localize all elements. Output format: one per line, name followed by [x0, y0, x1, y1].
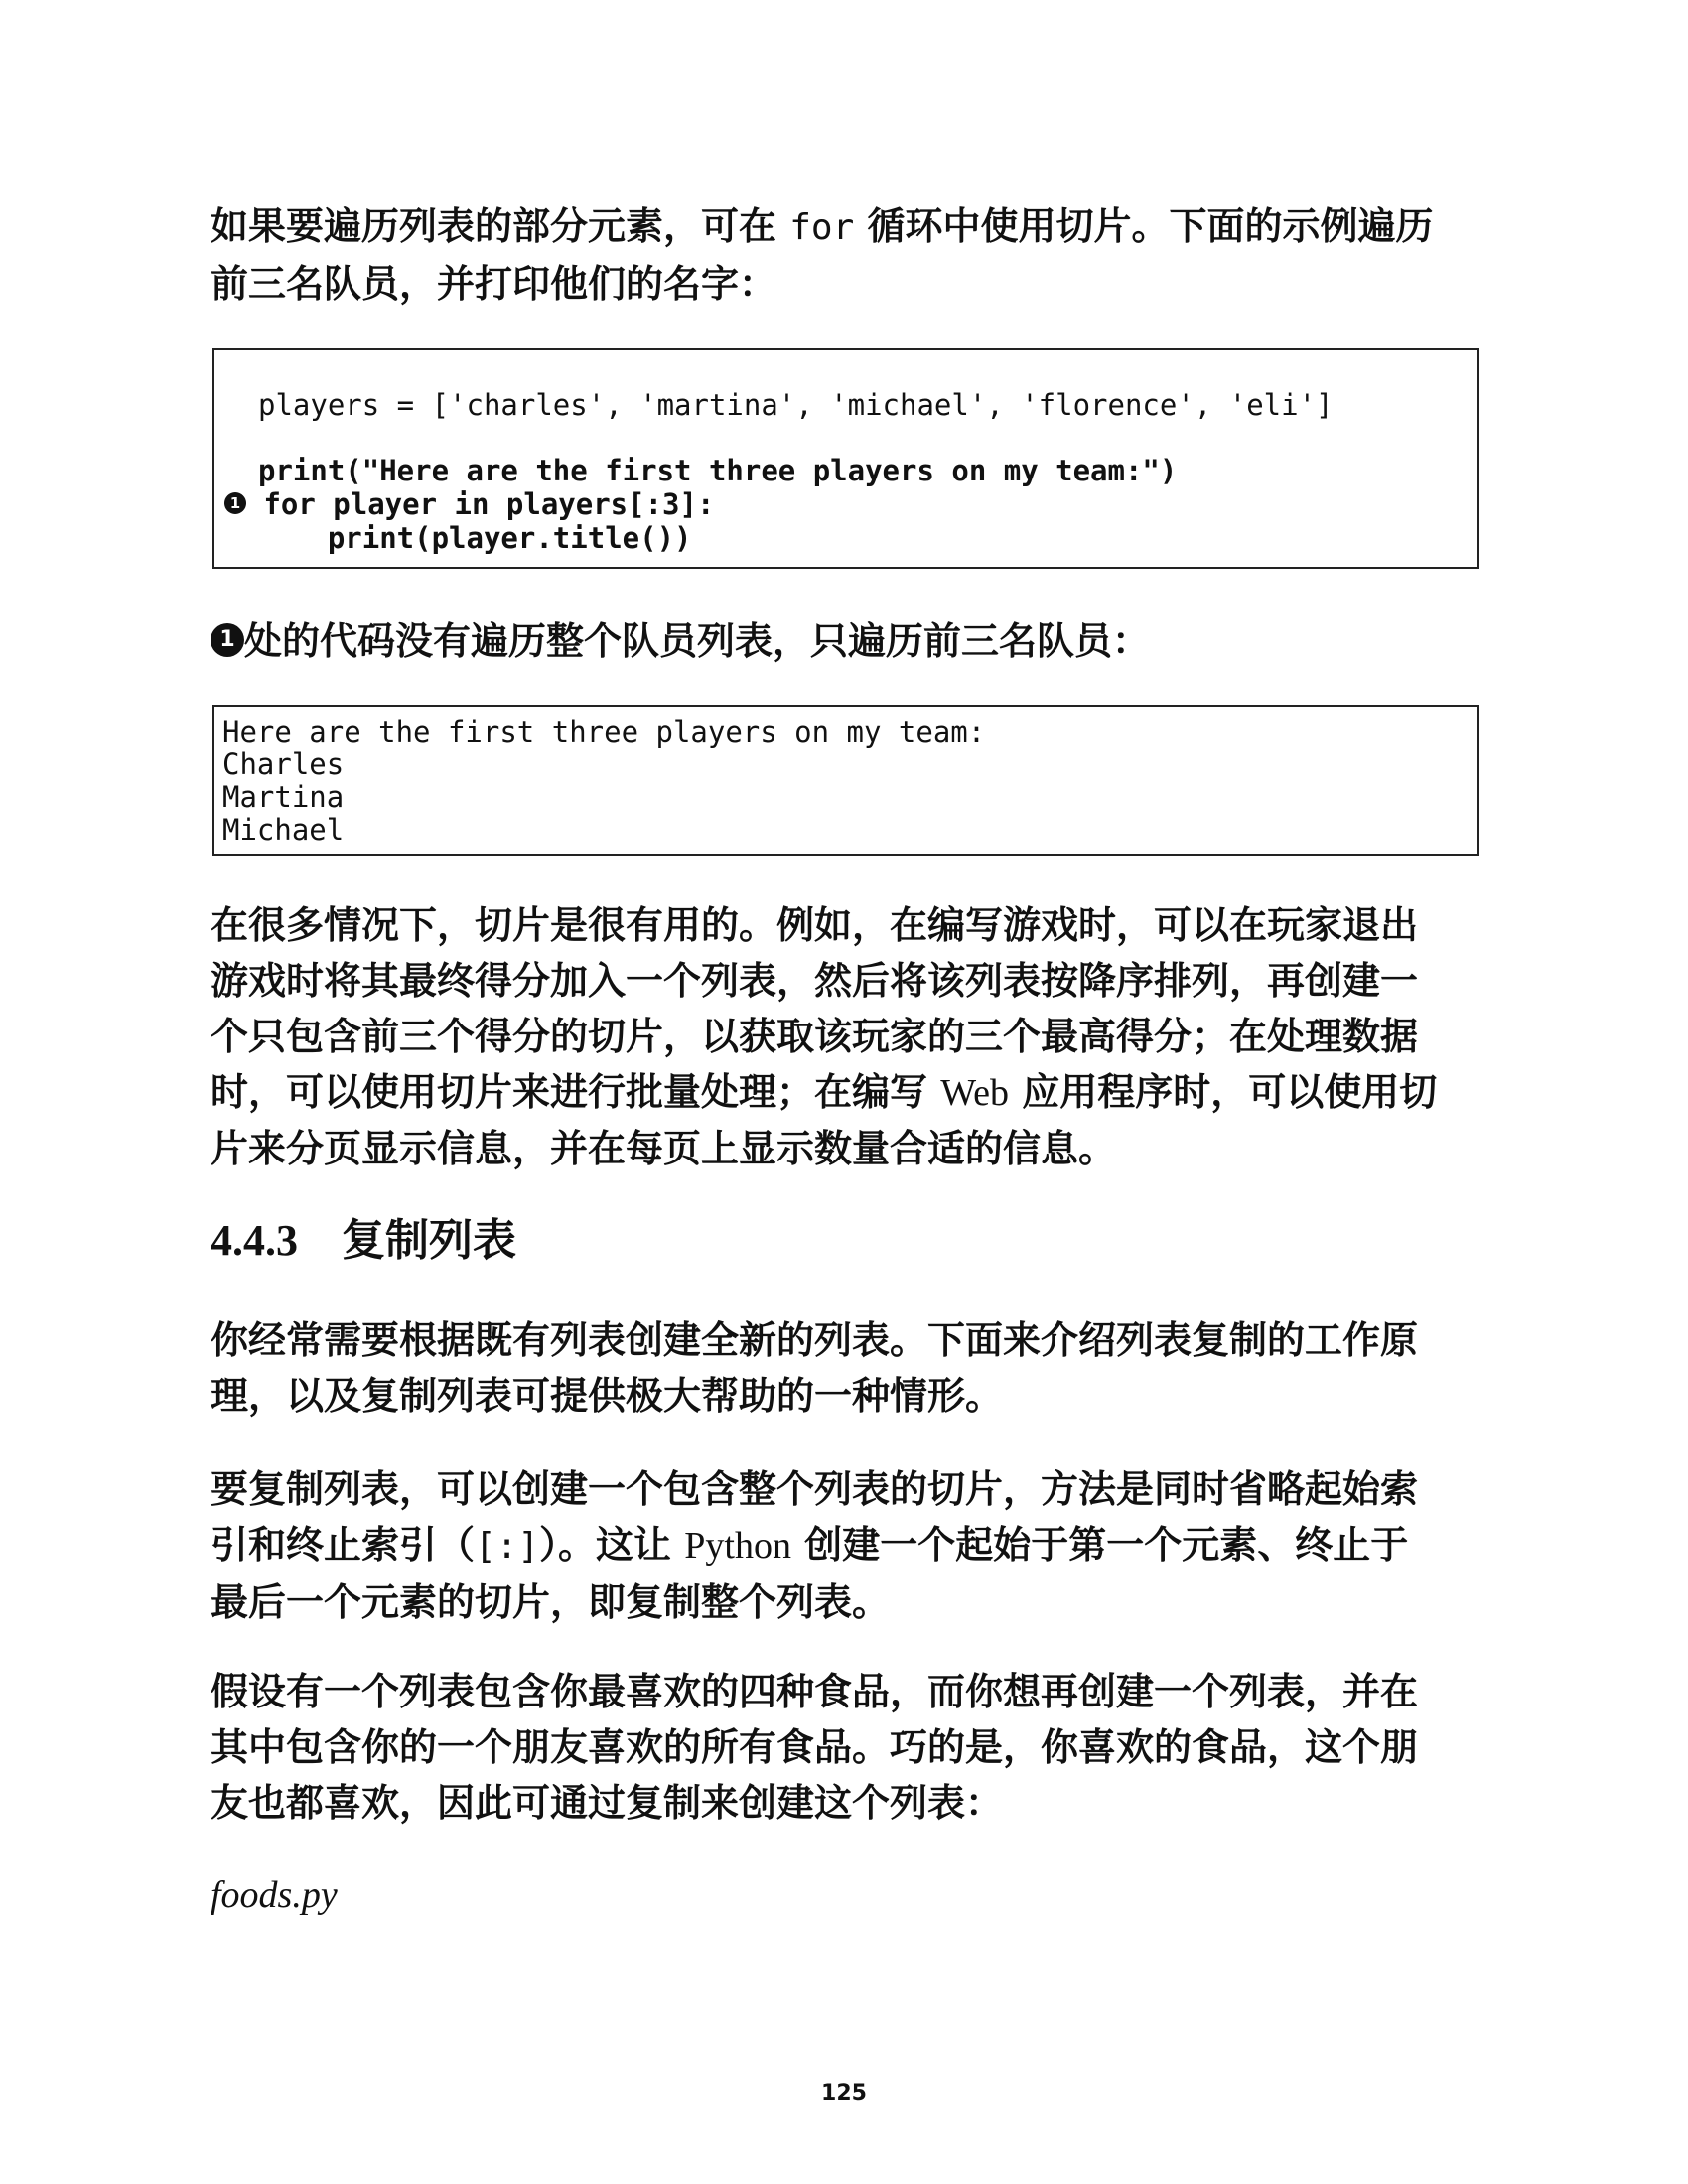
- output-line-4: Michael: [222, 813, 345, 847]
- copy-intro-paragraph: [211, 1312, 1481, 1424]
- foods-line-1: 假设有一个列表包含你最喜欢的四种食品，而你想再创建一个列表，并在: [211, 1670, 1419, 1713]
- usage-line-1: 在很多情况下，切片是很有用的。例如，在编写游戏时，可以在玩家退出: [211, 903, 1419, 947]
- code-line-2: print("Here are the first three players on my team:"): [258, 454, 1178, 487]
- copy-intro-line-2: 理，以及复制列表可提供极大帮助的一种情形。: [211, 1374, 1004, 1418]
- intro-line-2: 前三名队员，并打印他们的名字：: [211, 262, 777, 306]
- intro-paragraph: [211, 199, 1481, 312]
- section-title: 复制列表: [342, 1215, 516, 1266]
- intro-text-b: 循环中使用切片。下面的示例遍历: [867, 205, 1434, 248]
- usage-line-4-b: 应用程序时，可以使用切: [1022, 1070, 1438, 1114]
- code-line-3-text: for player in players[:3]:: [263, 487, 715, 521]
- copy-how-paragraph: [211, 1461, 1481, 1630]
- code-block-players: [212, 348, 1479, 569]
- inline-code-for: for: [789, 207, 855, 248]
- inline-code-slice: [:]: [475, 1526, 540, 1567]
- output-block: [212, 705, 1479, 856]
- foods-line-2: 其中包含你的一个朋友喜欢的所有食品。巧的是，你喜欢的食品，这个朋: [211, 1725, 1419, 1769]
- output-line-3: Martina: [222, 780, 345, 814]
- inline-python: Python: [684, 1525, 791, 1567]
- section-heading: [211, 1213, 516, 1269]
- section-number: 4.4.3: [211, 1216, 298, 1265]
- inline-web: Web: [940, 1072, 1009, 1114]
- output-line-2: Charles: [222, 748, 345, 781]
- foods-line-3: 友也都喜欢，因此可通过复制来创建这个列表：: [211, 1781, 1004, 1825]
- copy-intro-line-1: 你经常需要根据既有列表创建全新的列表。下面来介绍列表复制的工作原: [211, 1318, 1419, 1362]
- callout-marker-note: 1: [211, 623, 244, 657]
- copy-how-line-3: 最后一个元素的切片，即复制整个列表。: [211, 1580, 891, 1624]
- code-line-1: players = ['charles', 'martina', 'michael', 'florence', 'eli']: [258, 388, 1334, 422]
- copy-how-line-2-a: 引和终止索引（: [211, 1523, 476, 1567]
- usage-line-4: [211, 1064, 1481, 1121]
- output-line-1: Here are the first three players on my team:: [222, 715, 986, 749]
- usage-paragraph: [211, 897, 1481, 1176]
- copy-how-line-1: 要复制列表，可以创建一个包含整个列表的切片，方法是同时省略起始索: [211, 1467, 1419, 1511]
- callout-marker-1: 1: [224, 492, 246, 514]
- usage-line-5: 片来分页显示信息，并在每页上显示数量合适的信息。: [211, 1127, 1117, 1170]
- callout-note-text: 处的代码没有遍历整个队员列表，只遍历前三名队员：: [244, 619, 1151, 663]
- intro-text-a: 如果要遍历列表的部分元素，可在: [211, 205, 777, 248]
- usage-line-4-a: 时，可以使用切片来进行批量处理；在编写: [211, 1070, 928, 1114]
- callout-note: [211, 614, 1481, 669]
- copy-how-line-2-b: ）。这让: [539, 1523, 672, 1567]
- code-line-3: [224, 487, 714, 521]
- intro-line-1: [211, 199, 1481, 256]
- copy-how-line-2-c: 创建一个起始于第一个元素、终止于: [804, 1523, 1409, 1567]
- foods-paragraph: [211, 1664, 1481, 1831]
- filename-label: foods.py: [211, 1874, 338, 1916]
- code-line-4: print(player.title()): [258, 521, 692, 555]
- usage-line-3: 个只包含前三个得分的切片，以获取该玩家的三个最高得分；在处理数据: [211, 1015, 1419, 1058]
- copy-how-line-2: [211, 1517, 1481, 1574]
- usage-line-2: 游戏时将其最终得分加入一个列表，然后将该列表按降序排列，再创建一: [211, 959, 1419, 1003]
- page-number: 125: [821, 2081, 867, 2106]
